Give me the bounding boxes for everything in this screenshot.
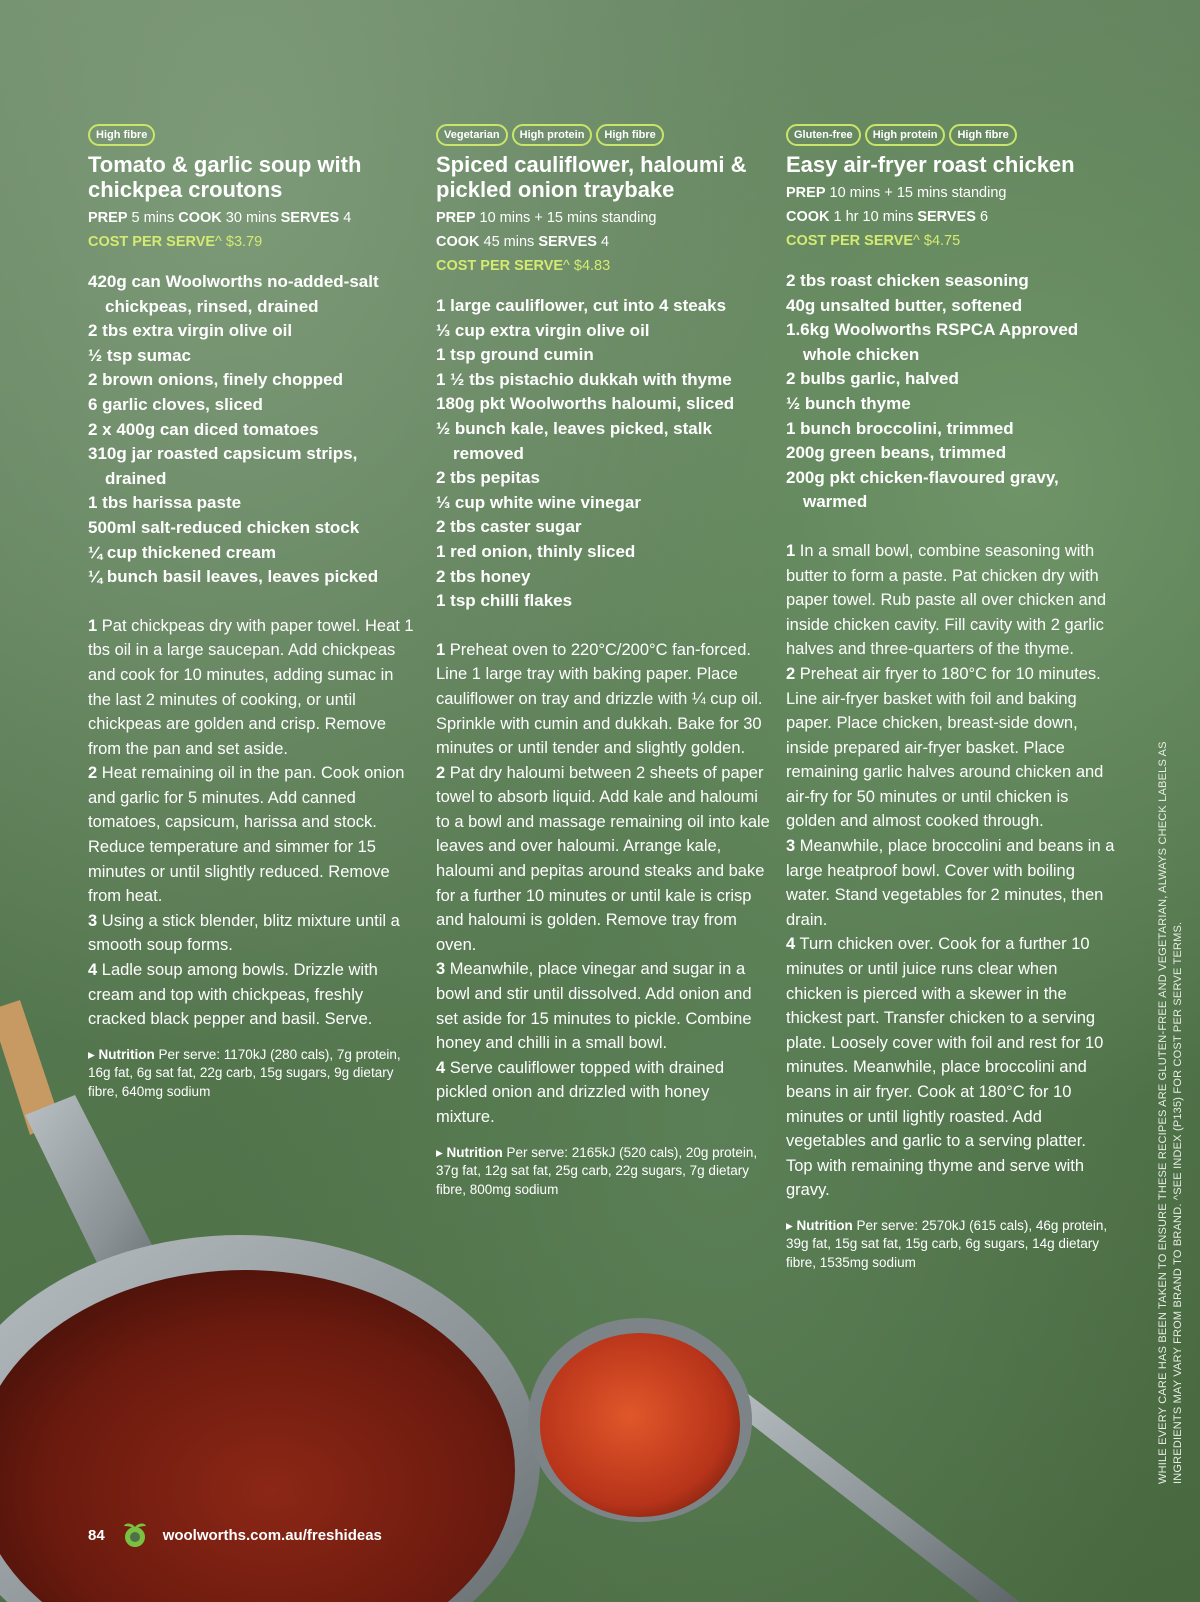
ingredient-item: 310g jar roasted capsicum strips, drained <box>88 444 358 488</box>
method-step <box>436 761 771 958</box>
nutrition-text: Per serve: 2570kJ (615 cals), 46g protein, 39g fat, 15g sat fat, 15g carb, 6g sugars, 14g dietary fibre, 1535mg sodium <box>786 1217 1108 1270</box>
nutrition-info <box>436 1144 771 1200</box>
ingredient-item: ⅓ cup extra virgin olive oil <box>436 320 650 340</box>
ingredient-item: ½ bunch kale, leaves picked, stalk removed <box>436 418 712 463</box>
ingredient-item: 1 bunch broccolini, trimmed <box>786 418 1014 438</box>
ingredient-item: 2 bulbs garlic, halved <box>786 369 959 389</box>
cost-per-serve <box>436 254 771 278</box>
diet-tag: High protein <box>865 124 946 146</box>
cost-label: COST PER SERVE <box>436 258 564 274</box>
step-text: Meanwhile, place broccolini and beans in a large heatproof bowl. Cover with boiling water. Stand vegetables for 2 minutes, then drain. <box>786 837 1115 929</box>
step-text: Meanwhile, place vinegar and sugar in a bowl and stir until dissolved. Add onion and set aside for 15 minutes to pickle. Combine honey and chilli in a small bowl. <box>436 960 752 1053</box>
ingredient-item: 2 tbs pepitas <box>436 468 540 488</box>
step-text: Turn chicken over. Cook for a further 10 minutes or until juice runs clear when chicken is pierced with a skewer in the thickest part. Transfer chicken to a serving plate. Loosely cover with foil and rest for 10 minutes. Meanwhile, place broccolini and beans in air fryer. Cook at 180°C for 10 minutes or until lightly roasted. Add vegetables and garlic to a serving platter. Top with remaining thyme and serve with gravy. <box>786 935 1104 1200</box>
meta-label: COOK <box>786 209 830 225</box>
ingredient-item: ⅓ cup white wine vinegar <box>436 492 641 512</box>
method-step <box>436 957 771 1055</box>
step-text: Heat remaining oil in the pan. Cook onion and garlic for 5 minutes. Add canned tomatoes, capsicum, harissa and stock. Reduce temperature and simmer for 15 minutes or until slightly reduced. Remove from heat. <box>88 764 405 906</box>
recipe-tomato-soup <box>88 124 418 1101</box>
site-url[interactable]: woolworths.com.au/freshideas <box>162 1526 382 1544</box>
cost-value: ^ $4.83 <box>563 258 611 274</box>
step-text: Serve cauliflower topped with drained pickled onion and drizzled with honey mixture. <box>436 1058 725 1126</box>
method-step <box>88 761 418 909</box>
nutrition-info <box>786 1217 1116 1273</box>
meta-label: SERVES <box>280 210 340 226</box>
method-step <box>786 834 1116 932</box>
step-number: 1 <box>88 616 98 635</box>
recipe-title: Tomato & garlic soup with chickpea croutons <box>88 152 362 202</box>
method-step <box>436 1056 771 1130</box>
cost-per-serve <box>786 229 1116 253</box>
step-text: Using a stick blender, blitz mixture until a smooth soup forms. <box>88 911 400 955</box>
recipe-tags <box>88 124 418 146</box>
recipe-cauliflower-traybake <box>436 124 771 1199</box>
step-number: 1 <box>786 541 796 560</box>
diet-tag: High protein <box>512 124 593 146</box>
ingredient-item: ¼ bunch basil leaves, leaves picked <box>88 567 379 587</box>
step-number: 4 <box>88 961 98 980</box>
recipe-tags <box>786 124 1116 146</box>
diet-tag: Gluten-free <box>786 124 861 146</box>
method-step <box>786 662 1116 834</box>
meta-value: 10 mins + 15 mins standing <box>475 210 657 226</box>
ingredient-item: 500ml salt-reduced chicken stock <box>88 517 360 537</box>
step-number: 3 <box>786 837 796 856</box>
cost-label: COST PER SERVE <box>786 233 914 249</box>
ingredient-item: 40g unsalted butter, softened <box>786 295 1023 315</box>
diet-tag: High fibre <box>88 124 155 146</box>
recipe-tags <box>436 124 771 146</box>
nutrition-info <box>88 1046 418 1102</box>
step-text: Preheat oven to 220°C/200°C fan-forced. Line 1 large tray with baking paper. Place cauliflower on tray and drizzle with ¼ cup oil. Sprinkle with cumin and dukkah. Bake for 30 minutes or until tender and slightly golden. <box>436 640 763 758</box>
meta-value: 5 mins <box>127 210 179 226</box>
nutrition-label: ▸ Nutrition <box>786 1217 853 1233</box>
method-step <box>88 958 418 1032</box>
meta-label: PREP <box>88 210 128 226</box>
ingredient-list <box>88 270 418 590</box>
cost-per-serve <box>88 230 418 254</box>
diet-tag: High fibre <box>596 124 663 146</box>
ingredient-item: ½ tsp sumac <box>88 345 191 365</box>
ingredient-item: 1 red onion, thinly sliced <box>436 541 636 561</box>
recipe-meta <box>786 205 1116 229</box>
ingredient-item: 1 tsp ground cumin <box>436 345 594 365</box>
diet-tag: Vegetarian <box>436 124 508 146</box>
recipe-air-fryer-chicken <box>786 124 1116 1272</box>
ingredient-item: 6 garlic cloves, sliced <box>88 394 263 414</box>
ingredient-item: 2 tbs roast chicken seasoning <box>786 271 1029 290</box>
step-text: Pat dry haloumi between 2 sheets of paper towel to absorb liquid. Add kale and haloumi to a bowl and massage remaining oil into kale leaves and over haloumi. Arrange kale, haloumi and pepitas around steaks and bake for a further 10 minutes or until kale is crisp and haloumi is golden. Remove tray from oven. <box>436 763 770 954</box>
recipe-meta <box>88 206 418 230</box>
meta-label: COOK <box>178 210 222 226</box>
meta-value: 10 mins + 15 mins standing <box>825 185 1007 201</box>
nutrition-text: Per serve: 2165kJ (520 cals), 20g protein, 37g fat, 12g sat fat, 25g carb, 22g sugars, 7g dietary fibre, 800mg sodium <box>436 1144 758 1197</box>
ingredient-item: 420g can Woolworths no-added-salt chickpeas, rinsed, drained <box>88 272 379 316</box>
ingredient-item: 180g pkt Woolworths haloumi, sliced <box>436 394 735 414</box>
disclaimer-text: WHILE EVERY CARE HAS BEEN TAKEN TO ENSURE THESE RECIPES ARE GLUTEN-FREE AND VEGETARIAN, ALWAYS CHECK LABELS AS INGREDIENTS MAY VARY FROM BRAND TO BRAND. ^SEE INDEX (P135) FOR COST PER SERVE TERMS. <box>1157 741 1184 1484</box>
recipe-meta <box>436 206 771 230</box>
step-text: In a small bowl, combine seasoning with butter to form a paste. Pat chicken dry with paper towel. Rub paste all over chicken and inside chicken cavity. Fill cavity with 2 garlic halves and three-quarters of the thyme. <box>786 541 1107 659</box>
nutrition-label: ▸ Nutrition <box>436 1144 503 1160</box>
cost-value: ^ $4.75 <box>913 233 961 249</box>
recipe-title: Spiced cauliflower, haloumi & pickled onion traybake <box>436 152 747 202</box>
method-steps <box>88 614 418 1032</box>
ingredient-item: 200g green beans, trimmed <box>786 443 1007 463</box>
ingredient-item: 1 tbs harissa paste <box>88 493 242 513</box>
meta-value: 30 mins <box>221 210 281 226</box>
method-step <box>786 539 1116 662</box>
ingredient-list <box>436 294 771 614</box>
ingredient-item: 2 tbs extra virgin olive oil <box>88 321 293 341</box>
page-footer <box>88 1522 382 1548</box>
step-number: 3 <box>436 960 446 979</box>
method-step <box>88 909 418 958</box>
meta-value: 1 hr 10 mins <box>829 209 918 225</box>
method-step <box>88 614 418 762</box>
step-text: Pat chickpeas dry with paper towel. Heat 1 tbs oil in a large saucepan. Add chickpeas and cook for 10 minutes, adding sumac in the last 2 minutes of cooking, or until chickpeas are golden and crisp. Remove from the pan and set aside. <box>88 616 414 758</box>
step-number: 4 <box>786 935 796 954</box>
ingredient-item: 2 brown onions, finely chopped <box>88 370 344 390</box>
step-number: 4 <box>436 1058 446 1077</box>
meta-label: PREP <box>436 210 476 226</box>
cost-label: COST PER SERVE <box>88 234 216 250</box>
meta-label: PREP <box>786 185 826 201</box>
diet-tag: High fibre <box>949 124 1016 146</box>
meta-label: COOK <box>436 234 480 250</box>
meta-label: SERVES <box>538 234 597 250</box>
recipe-meta <box>436 230 771 254</box>
ingredient-item: 2 tbs honey <box>436 566 531 586</box>
step-text: Ladle soup among bowls. Drizzle with cream and top with chickpeas, freshly cracked black pepper and basil. Serve. <box>88 961 378 1029</box>
meta-value: 6 <box>975 209 989 225</box>
step-number: 2 <box>88 764 98 783</box>
nutrition-label: ▸ Nutrition <box>88 1046 155 1062</box>
step-number: 1 <box>436 640 446 659</box>
method-steps <box>436 638 771 1130</box>
ingredient-item: 2 x 400g can diced tomatoes <box>88 419 319 439</box>
ingredient-item: 1.6kg Woolworths RSPCA Approved whole chicken <box>786 320 1079 364</box>
recipe-title: Easy air-fryer roast chicken <box>786 152 1075 177</box>
method-step <box>786 932 1116 1203</box>
ingredient-item: 2 tbs caster sugar <box>436 517 582 537</box>
method-steps <box>786 539 1116 1203</box>
nutrition-text: Per serve: 1170kJ (280 cals), 7g protein, 16g fat, 6g sat fat, 22g carb, 15g sugars, 9g dietary fibre, 640mg sodium <box>88 1046 401 1099</box>
ladle-soup <box>540 1333 740 1517</box>
ingredient-list <box>786 269 1116 515</box>
recipe-meta <box>786 181 1116 205</box>
step-text: Preheat air fryer to 180°C for 10 minutes. Line air-fryer basket with foil and baking paper. Place chicken, breast-side down, inside prepared air-fryer basket. Place remaining garlic halves around chicken and air-fry for 50 minutes or until chicken is golden and almost cooked through. <box>786 664 1104 831</box>
page-number: 84 <box>88 1526 105 1544</box>
method-step <box>436 638 771 761</box>
meta-value: 4 <box>596 234 610 250</box>
woolworths-logo-icon <box>121 1522 147 1548</box>
ingredient-item: 1 large cauliflower, cut into 4 steaks <box>436 296 727 315</box>
step-number: 2 <box>786 664 796 683</box>
ingredient-item: ½ bunch thyme <box>786 393 911 413</box>
ingredient-item: 200g pkt chicken-flavoured gravy, warmed <box>786 467 1059 512</box>
ingredient-item: 1 tsp chilli flakes <box>436 591 573 611</box>
meta-value: 4 <box>339 210 352 226</box>
meta-label: SERVES <box>917 209 976 225</box>
meta-value: 45 mins <box>479 234 539 250</box>
cost-value: ^ $3.79 <box>215 234 263 250</box>
ladle-handle <box>720 1380 1020 1602</box>
step-number: 2 <box>436 763 446 782</box>
step-number: 3 <box>88 911 98 930</box>
ingredient-item: ¼ cup thickened cream <box>88 542 277 562</box>
ingredient-item: 1 ½ tbs pistachio dukkah with thyme <box>436 369 732 389</box>
